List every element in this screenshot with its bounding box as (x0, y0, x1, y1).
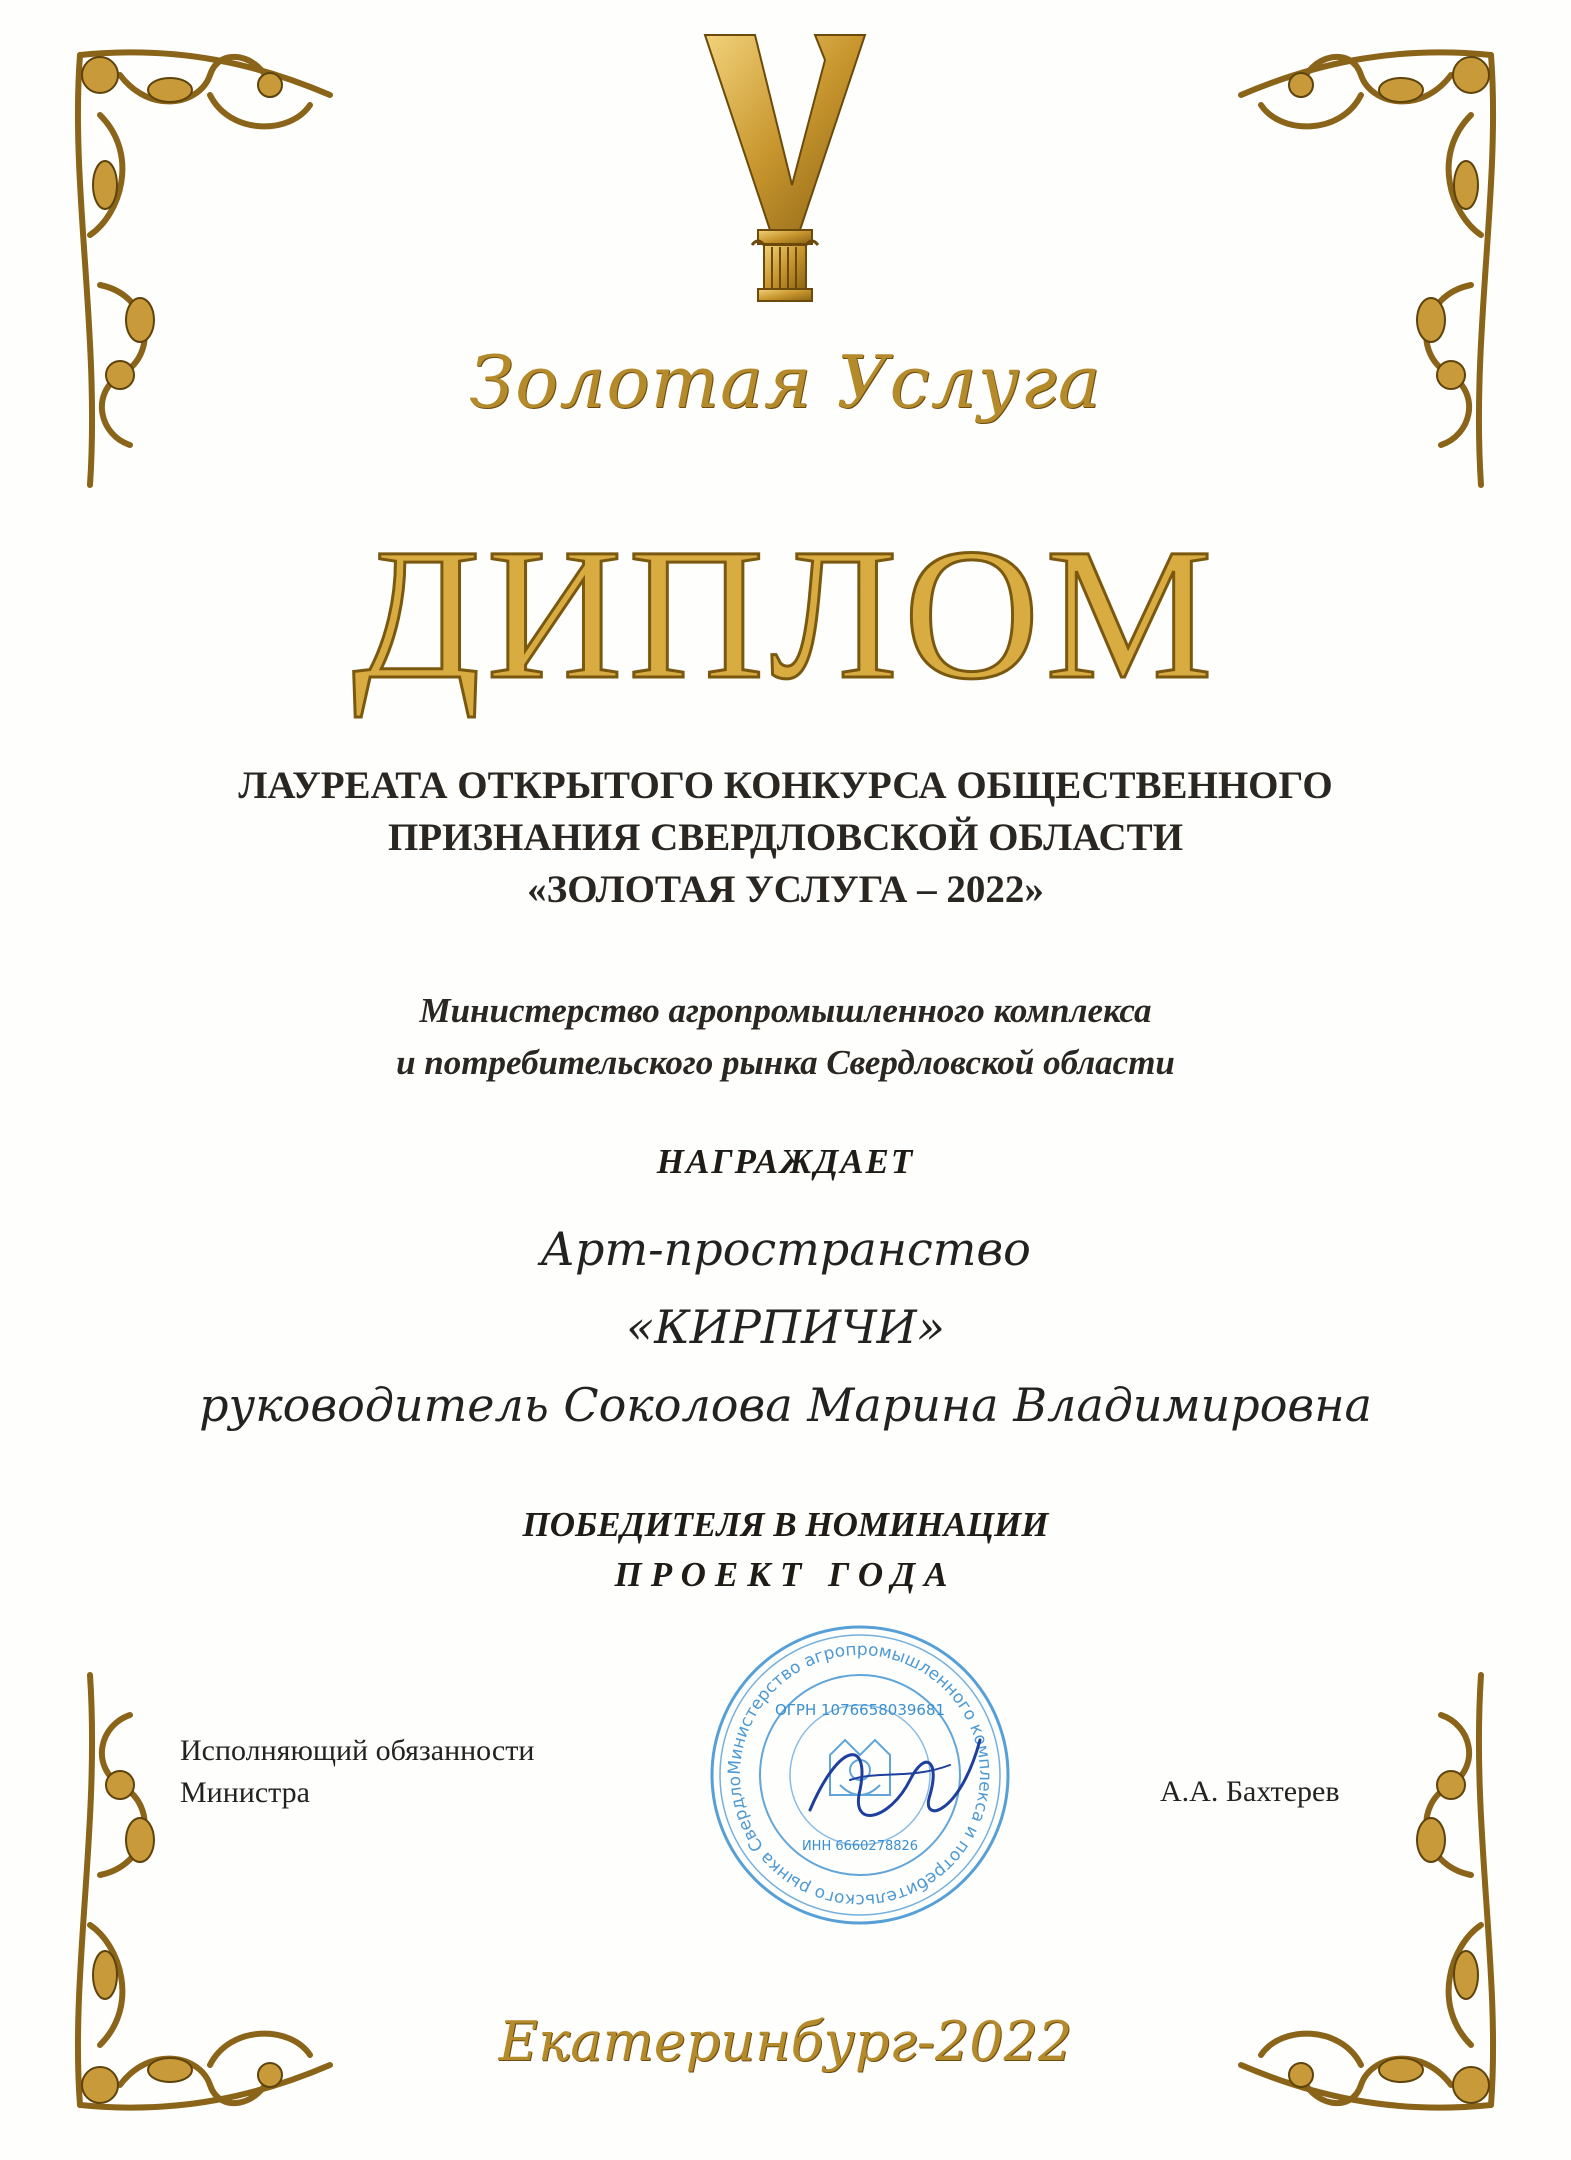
golden-v-emblem-icon (700, 25, 870, 305)
stamp-ogrn: ОГРН 1076658039681 (774, 1701, 946, 1719)
signer-title-line: Исполняющий обязанности (180, 1734, 535, 1767)
signer-title (180, 1730, 534, 1814)
signer-name: А.А. Бахтерев (1160, 1775, 1340, 1808)
ministry-line: Министерство агропромышленного комплекса (419, 991, 1152, 1030)
subtitle-line: ПРИЗНАНИЯ СВЕРДЛОВСКОЙ ОБЛАСТИ (387, 816, 1184, 859)
subtitle-line: «ЗОЛОТАЯ УСЛУГА – 2022» (527, 868, 1044, 911)
nomination-block (0, 1500, 1571, 1600)
signature-icon (790, 1720, 990, 1850)
awards-label: НАГРАЖДАЕТ (656, 1142, 915, 1181)
stamp-outer-text: Министерство агропромышленного комплекса и потребительского рынка Свердло (724, 1639, 996, 1911)
recipient-block (0, 1210, 1571, 1444)
recipient-line: руководитель Соколова Марина Владимировна (199, 1378, 1372, 1432)
issuing-ministry (0, 985, 1571, 1089)
nomination-label: ПОБЕДИТЕЛЯ В НОМИНАЦИИ (522, 1505, 1049, 1544)
corner-ornament-top-left (60, 35, 360, 505)
brand-title: Золотая Услуга (469, 340, 1102, 424)
diploma-title: ДИПЛОМ (352, 509, 1219, 718)
ministry-line: и потребительского рынка Свердловской области (396, 1043, 1175, 1082)
nomination-name: ПРОЕКТ ГОДА (614, 1555, 957, 1594)
corner-ornament-top-right (1211, 35, 1511, 505)
subtitle-line: ЛАУРЕАТА ОТКРЫТОГО КОНКУРСА ОБЩЕСТВЕННОГО (238, 764, 1333, 807)
signer-title-line: Министра (180, 1776, 310, 1809)
recipient-line: Арт-пространство (540, 1222, 1031, 1276)
recipient-line: «КИРПИЧИ» (626, 1300, 945, 1354)
city-year: Екатеринбург-2022 (498, 2010, 1073, 2073)
diploma-subtitle (0, 760, 1571, 916)
stamp-inn: ИНН 6660278826 (801, 1839, 919, 1854)
